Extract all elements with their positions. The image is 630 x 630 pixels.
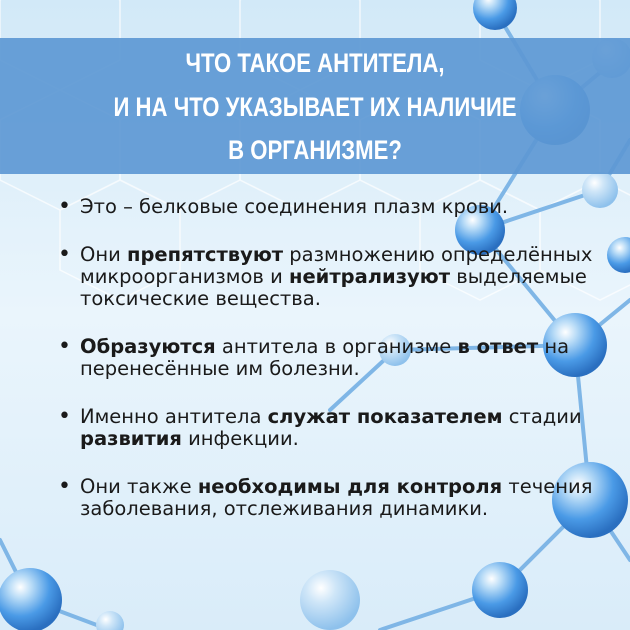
- title-line-3: В ОРГАНИЗМЕ?: [228, 135, 402, 165]
- bullet-text: течения заболевания, отслеживания динамики.: [80, 475, 593, 520]
- bullet-text: Это – белковые соединения плазм крови.: [80, 195, 509, 218]
- bullet-text: размножению определённых микроорганизмов и: [80, 243, 593, 288]
- bullet-bold-text: нейтрализуют: [288, 265, 450, 288]
- bullet-bold-text: препятствуют: [126, 243, 284, 266]
- bullet-text: антитела в организме: [215, 335, 458, 358]
- bullet-item: [58, 476, 598, 520]
- bullet-text: Они также: [80, 475, 198, 498]
- bullet-item: [58, 196, 598, 218]
- title-line-1: ЧТО ТАКОЕ АНТИТЕЛА,: [185, 48, 445, 78]
- bullet-text: выделяемые токсические вещества.: [80, 265, 587, 310]
- bullet-item: [58, 336, 598, 380]
- bullet-bold-text: в ответ: [457, 335, 539, 358]
- bullet-list: [58, 196, 598, 546]
- bullet-text: стадии: [502, 405, 582, 428]
- bullet-bold-text: необходимы для контроля: [197, 475, 503, 498]
- bullet-item: [58, 406, 598, 450]
- bullet-item: [58, 244, 598, 310]
- title-banner: [0, 38, 630, 174]
- bullet-text: Они: [80, 243, 127, 266]
- bullet-bold-text: Образуются: [80, 335, 216, 358]
- bullet-bold-text: служат показателем: [267, 405, 503, 428]
- bullet-text: инфекции.: [181, 427, 299, 450]
- bullet-text: Именно антитела: [80, 405, 268, 428]
- title-line-2: И НА ЧТО УКАЗЫВАЕТ ИХ НАЛИЧИЕ: [113, 92, 517, 122]
- bullet-bold-text: развития: [80, 427, 182, 450]
- bullet-text: на перенесённые им болезни.: [80, 335, 570, 380]
